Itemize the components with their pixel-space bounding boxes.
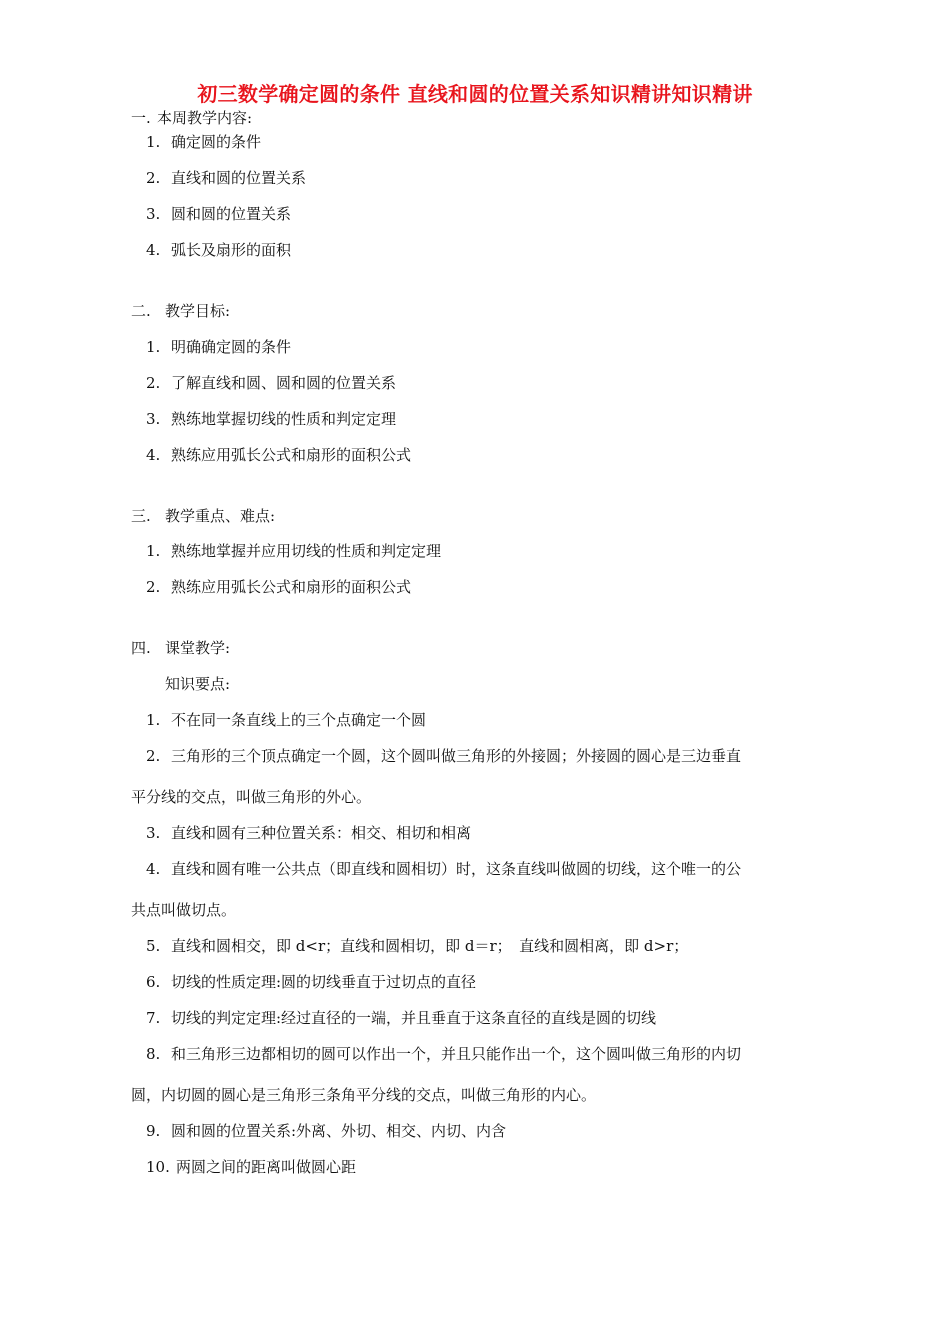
list-item (146, 168, 306, 188)
item-text: 和三角形三边都相切的圆可以作出一个，并且只能作出一个，这个圆叫做三角形的内切 (171, 1045, 742, 1063)
item-number: 4. (146, 860, 161, 878)
item-text: 直线和圆的位置关系 (171, 169, 307, 187)
list-item (146, 1157, 356, 1177)
list-item (146, 1008, 656, 1028)
list-item (146, 445, 411, 465)
item-text: 弧长及扇形的面积 (171, 241, 292, 259)
list-item (146, 972, 476, 992)
item-number: 2. (146, 169, 161, 187)
item-number: 1. (146, 542, 161, 560)
item-number: 4. (146, 241, 161, 259)
list-item (146, 541, 441, 561)
item-text: 圆和圆的位置关系:外离、外切、相交、内切、内含 (171, 1122, 507, 1140)
list-item (146, 859, 741, 879)
item-text: 圆和圆的位置关系 (171, 205, 292, 223)
list-item (146, 373, 396, 393)
item-number: 3. (146, 205, 161, 223)
section-heading-text: 课堂教学: (165, 639, 231, 657)
item-text: 不在同一条直线上的三个点确定一个圆 (171, 711, 427, 729)
item-number: 1. (146, 338, 161, 356)
item-text: 熟练地掌握切线的性质和判定定理 (171, 410, 397, 428)
item-text: 直线和圆有唯一公共点（即直线和圆相切）时，这条直线叫做圆的切线，这个唯一的公 (171, 860, 742, 878)
item-text-continuation: 平分线的交点，叫做三角形的外心。 (131, 788, 372, 806)
item-text: 熟练应用弧长公式和扇形的面积公式 (171, 446, 412, 464)
list-item (146, 132, 261, 152)
item-number: 3. (146, 824, 161, 842)
item-text: 切线的判定定理:经过直径的一端，并且垂直于这条直径的直线是圆的切线 (171, 1009, 657, 1027)
section-heading-text: 教学重点、难点: (165, 507, 276, 525)
section-number: 四. (131, 639, 151, 657)
section-heading-2 (131, 301, 230, 321)
item-text: 熟练应用弧长公式和扇形的面积公式 (171, 578, 412, 596)
item-number: 1. (146, 711, 161, 729)
section-number: 一. (131, 109, 151, 127)
item-text: 两圆之间的距离叫做圆心距 (176, 1158, 357, 1176)
item-number: 10. (146, 1158, 170, 1176)
item-number: 5. (146, 937, 161, 955)
item-number: 2. (146, 747, 161, 765)
list-item (146, 409, 396, 429)
item-number: 2. (146, 578, 161, 596)
section-heading-text: 教学目标: (165, 302, 231, 320)
item-number: 3. (146, 410, 161, 428)
section-heading-3 (131, 506, 275, 526)
item-text: 了解直线和圆、圆和圆的位置关系 (171, 374, 397, 392)
item-number: 6. (146, 973, 161, 991)
item-text: 三角形的三个顶点确定一个圆，这个圆叫做三角形的外接圆；外接圆的圆心是三边垂直 (171, 747, 742, 765)
item-text-continuation: 圆，内切圆的圆心是三角形三条角平分线的交点，叫做三角形的内心。 (131, 1086, 597, 1104)
item-number: 2. (146, 374, 161, 392)
item-number: 4. (146, 446, 161, 464)
list-item (146, 1121, 506, 1141)
item-text: 直线和圆有三种位置关系：相交、相切和相离 (171, 824, 472, 842)
document-title: 初三数学确定圆的条件 直线和圆的位置关系知识精讲知识精讲 (197, 82, 753, 106)
item-text: 确定圆的条件 (171, 133, 262, 151)
list-item (146, 577, 411, 597)
item-text: 直线和圆相交，即 d<r；直线和圆相切，即 d＝r； 直线和圆相离，即 d>r； (171, 937, 689, 955)
list-item (146, 204, 291, 224)
item-number: 7. (146, 1009, 161, 1027)
item-text: 熟练地掌握并应用切线的性质和判定定理 (171, 542, 442, 560)
subheading: 知识要点: (165, 675, 231, 693)
item-text-continuation: 共点叫做切点。 (131, 901, 237, 919)
list-item (146, 710, 426, 730)
item-number: 1. (146, 133, 161, 151)
list-item (146, 823, 471, 843)
section-heading-text: 本周教学内容: (157, 109, 253, 127)
section-number: 二. (131, 302, 151, 320)
section-heading-1 (131, 108, 252, 128)
list-item (146, 240, 291, 260)
list-item (146, 936, 688, 956)
item-text: 切线的性质定理:圆的切线垂直于过切点的直径 (171, 973, 477, 991)
list-item (146, 1044, 741, 1064)
item-number: 9. (146, 1122, 161, 1140)
item-number: 8. (146, 1045, 161, 1063)
list-item (146, 337, 291, 357)
section-number: 三. (131, 507, 151, 525)
list-item (146, 746, 741, 766)
item-text: 明确确定圆的条件 (171, 338, 292, 356)
section-heading-4 (131, 638, 230, 658)
